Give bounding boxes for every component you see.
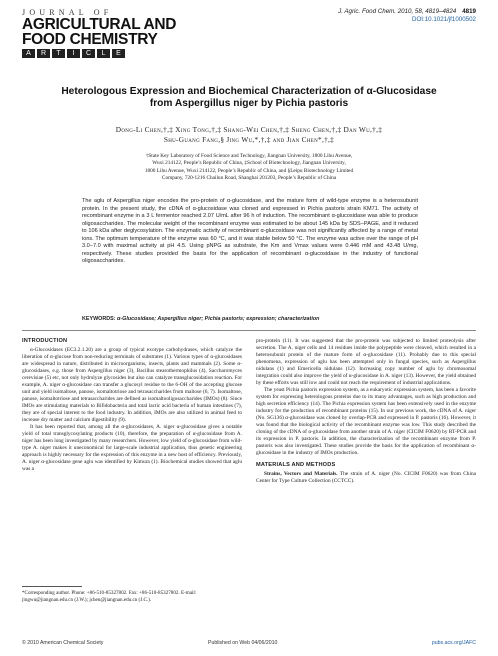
paragraph bbox=[256, 471, 476, 485]
published-date: Published on Web 04/06/2010 bbox=[208, 640, 278, 646]
masthead-line1: AGRICULTURAL AND bbox=[22, 16, 177, 33]
affiliation-line: 1800 Lihu Avenue, Wuxi 214122, People’s Republic of China, and §Leipu Biotechnology Limited bbox=[144, 167, 354, 174]
article-letter: I bbox=[67, 49, 80, 58]
left-column bbox=[22, 338, 242, 473]
subheading: Strains, Vectors and Materials. bbox=[264, 471, 338, 477]
affiliations bbox=[60, 153, 438, 182]
keywords-text: α-Glucosidase; Aspergillus niger; Pichia pastoris; expression; characterization bbox=[117, 316, 320, 322]
footnote bbox=[22, 586, 242, 603]
masthead-line2: FOOD CHEMISTRY bbox=[22, 31, 158, 48]
affiliation-line: Wuxi 214122, People’s Republic of China, ‡School of Biotechnology, Jiangnan University, bbox=[152, 160, 346, 167]
affiliation-line: Company, 720-1216 Chailun Road, Shanghai 201203, People’s Republic of China bbox=[161, 174, 337, 181]
masthead-article-letters bbox=[22, 49, 192, 58]
author-list bbox=[50, 125, 448, 145]
doi[interactable]: DOI:10.1021/jf1000502 bbox=[412, 16, 476, 23]
journal-site-link[interactable]: pubs.acs.org/JAFC bbox=[431, 640, 476, 646]
masthead-journal-of: JOURNAL OF bbox=[22, 8, 113, 17]
article-title: Heterologous Expression and Biochemical Characterization of α-Glucosidase from Aspergillus niger by Pichia pastoris bbox=[61, 86, 437, 109]
paragraph: α-Glucosidases (EC3.2.1.20) are a group of typical exotype carbohydrases, which catalyze the liberation of α-glucose from non-reducing terminals of substrates (1). Various types of α-glucosidases are widespread in nature, distributed in microorganisms, insects, plants and mammals (2). Some α-glucosidases, e.g. those from Aspergillus niger (3), Bacillus stearothermophilus (4), Saccharomyces cerevisiae (5) etc, not only hydrolyze glycosides but also can catalyze transglucosidation reaction. For example, A. niger α-glucosidase can transfer a glucosyl residue to the 6-OH of the accepting glucose unit and yield isomaltose, panose, isomaltotriose and tetrasaccharides from maltose (6, 7). Isomaltose, panose, isomaltotriose and tetrasaccharides are defined as isomaltooligosaccharides (IMOs) (8). Since IMOs are stimulating materials to Bifidobacteria and total lactic acid bacteria of human intestines (7), they are of special interest to the food industry. In addition, IMOs are also utilized in animal feed to increase dry matter and calcium digestibility (9). bbox=[22, 347, 242, 423]
footnote-rule bbox=[22, 586, 82, 587]
section-divider bbox=[22, 330, 476, 331]
page-number: 4819 bbox=[462, 8, 476, 15]
abstract: The aglu of Aspergillus niger encodes the pro-protein of α-glucosidase, and the mature form of wild-type enzyme is a heterosubunit protein. In the present study, the cDNA of α-glucosidase was cloned and expressed in Pichia pastoris strain KM71. The activity of recombinant enzyme in a 3 L fermentor reached 2.07 U/mL after 96 h of induction. The recombinant α-glucosidase was able to produce oligosaccharides. The molecular weight of the recombinant enzyme was estimated to be about 145 kDa by SDS−PAGE, and it reduced to 106 kDa after deglycosylation. The enzymatic activity of recombinant α-glucosidase was not significantly affected by a range of metal ions. The optimum temperature of the enzyme was 60 °C, and it was stable below 50 °C. The enzyme was active over the range of pH 3.0−7.0 with maximal activity at pH 4.5. Using pNPG as substrate, the Km and Vmax values were 0.446 mM and 43.48 U/mg, respectively. These studies provided the basis for the application of recombinant α-glucosidase in the industry of functional oligosaccharides. bbox=[82, 198, 418, 265]
copyright: © 2010 American Chemical Society bbox=[22, 640, 104, 646]
paragraph: The yeast Pichia pastoris expression system, as a eukaryotic expression system, has been a favorite system for expressing heterologous proteins due to its many advantages, such as high production and high secretion efficiency (14). The Pichia expression system has been extensively used in the enzyme industry for the production of recombinant proteins (15). In our previous work, the cDNA of A. niger (No. SG136) α-glucosidase was cloned by overlap-PCR and expressed in P. pastoris (16). However, it was found that the biological activity of the recombinant enzyme was low. This study described the cloning of the cDNA of α-glucosidase from another strain of A. niger (CICIM F0620) by RT-PCR and its expression in P. pastoris. In addition, the characterization of the recombinant enzyme from P. pastoris was also investigated. These studies provide the basis for the application of recombinant α-glucosidase in the industry of IMOs production. bbox=[256, 387, 476, 456]
corresponding-author-note: *Corresponding author. Phone: +86-510-85327802. Fax: +86-510-85327802. E-mail: jingwu@jiangnan.edu.cn (J.W.); jchen@jiangnan.edu.cn (J.C.). bbox=[22, 590, 197, 603]
article-letter: R bbox=[37, 49, 50, 58]
affiliation-line: †State Key Laboratory of Food Science and Technology, Jiangnan University, 1800 Lihu Avenue, bbox=[145, 153, 353, 159]
paragraph: pro-protein (11). It was suggested that the pro-protein was subjected to limited proteolysis after secretion. The A. niger cells and 14 residues inside the polypeptide were cleaved, which resulted in a heterosubunit protein of the mature form of α-glucosidase (11). Probably due to this special phenomena, expression of aglu has been attempted only in fungal species, such as Aspergillus nidulans (1) and Emericella nidulans (12). Increasing copy number of aglu by chromosomal integration could also improve the yield of α-glucosidase in A. niger (13). However, the yield obtained by these efforts was still low and could not reach the requirement of industrial applications. bbox=[256, 338, 476, 386]
introduction-heading: INTRODUCTION bbox=[22, 338, 68, 344]
paragraph-text: The strain of A. niger (No. CICIM F0620) was from China Center for Type Culture Collection (CCTCC). bbox=[256, 471, 476, 484]
article-letter: A bbox=[22, 49, 35, 58]
article-letter: E bbox=[112, 49, 125, 58]
methods-heading: MATERIALS AND METHODS bbox=[256, 462, 336, 468]
journal-reference: J. Agric. Food Chem. 2010, 58, 4819–4824 bbox=[338, 8, 457, 15]
right-column bbox=[256, 338, 476, 485]
article-letter: T bbox=[52, 49, 65, 58]
paragraph: It has been reported that, among all the α-glucosidases, A. niger α-glucosidase gives a notable yield of total transglycosylating products (10), therefore, the preparation of α-glucosidase from A. niger has been long investigated by many researchers. However, low yield of α-glucosidase from wild-type A. niger makes it uneconomical for large-scale industrial application, thus genetic engineering approach is highly necessary for the expression of this enzyme in a new host of efficiency. Previously, A. niger α-glucosidase gene aglu was identified by Kimura (1). Biochemical studies showed that aglu was a bbox=[22, 424, 242, 472]
author-line-2: Shu-Guang Fang,§ Jing Wu,*,†,‡ and Jian Chen*,†,‡ bbox=[163, 135, 335, 144]
article-letter: L bbox=[97, 49, 110, 58]
keywords bbox=[82, 316, 418, 322]
citation-block bbox=[338, 8, 476, 24]
keywords-label: KEYWORDS: bbox=[82, 316, 116, 322]
article-letter: C bbox=[82, 49, 95, 58]
author-line-1: Dong-Li Chen,†,‡ Xing Tong,†,‡ Shang-Wei Chen,†,‡ Sheng Chen,†,‡ Dan Wu,†,‡ bbox=[115, 125, 383, 134]
journal-masthead bbox=[22, 8, 192, 58]
